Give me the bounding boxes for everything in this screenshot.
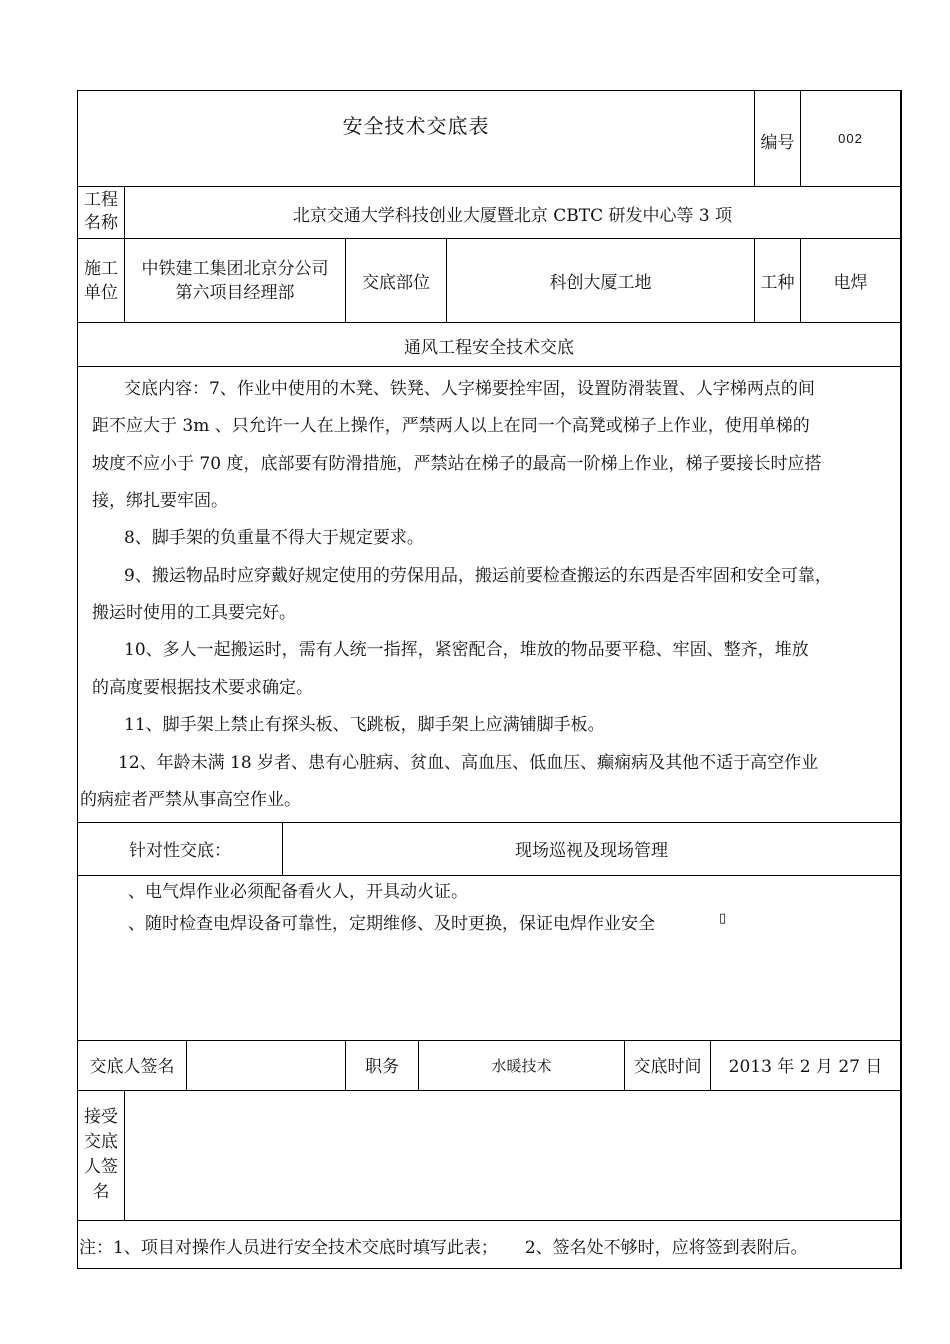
rule-after-content [77,822,902,823]
targeted-value: 现场巡视及现场管理 [515,841,668,861]
number-value: 002 [838,131,863,146]
table-border-bottom [77,1268,902,1269]
rule-after-section-title [77,366,902,367]
vline-signer-label [186,1040,187,1090]
project-name-value: 北京交通大学科技创业大厦暨北京 CBTC 研发中心等 3 项 [292,206,733,226]
location-value: 科创大厦工地 [549,273,652,293]
table-border-right [900,90,902,1269]
number-label: 编号 [760,133,795,153]
rule-after-receiver [77,1220,902,1221]
content-p10-line2: 的高度要根据技术要求确定。 [92,678,313,698]
unit-label-line2: 单位 [84,283,118,303]
rule-after-targeted-body [77,1040,902,1041]
table-border-top [77,90,902,91]
content-p10-line1: 10、多人一起搬运时，需有人统一指挥，紧密配合，堆放的物品要平稳、牢固、整齐，堆放 [124,640,809,660]
footer-note: 注：1、项目对操作人员进行安全技术交底时填写此表； 2、签名处不够时，应将签到表附后。 [79,1238,808,1258]
placeholder-glyph-icon: ▯ [719,911,727,926]
section-title: 通风工程安全技术交底 [404,338,574,358]
trade-label: 工种 [760,273,795,293]
receiver-signature-area[interactable] [125,1091,900,1219]
construction-unit-line2: 第六项目经理部 [175,283,295,303]
position-label: 职务 [365,1057,399,1077]
time-label: 交底时间 [633,1057,702,1077]
rule-after-unit [77,322,902,323]
receiver-label-line3: 人签 [84,1157,118,1177]
rule-after-targeted-header [77,875,902,876]
rule-after-header [77,186,902,187]
rule-after-project [77,238,902,239]
receiver-label-line1: 接受 [84,1107,118,1127]
project-label-line2: 名称 [84,213,118,233]
construction-unit-line1: 中铁建工集团北京分公司 [141,259,329,279]
time-value: 2013 年 2 月 27 日 [728,1057,883,1077]
content-p12-line1: 12、年龄未满 18 岁者、患有心脏病、贫血、高血压、低血压、癫痫病及其他不适于高空作业 [118,753,819,773]
targeted-item-2: 、随时检查电焊设备可靠性，定期维修、及时更换，保证电焊作业安全 [128,914,655,934]
content-p9-line1: 9、搬运物品时应穿戴好规定使用的劳保用品，搬运前要检查搬运的东西是否牢固和安全可靠， [124,566,832,586]
content-p12-line2: 的病症者严禁从事高空作业。 [80,790,301,810]
unit-label-line1: 施工 [84,259,118,279]
targeted-item-1: 、电气焊作业必须配备看火人，开具动火证。 [128,882,468,902]
content-p7-line1: 交底内容：7、作业中使用的木凳、铁凳、人字梯要拴牢固，设置防滑装置、人字梯两点的间 [124,379,815,399]
content-p8: 8、脚手架的负重量不得大于规定要求。 [124,528,424,548]
page-title: 安全技术交底表 [342,114,490,138]
receiver-label-line4: 名 [92,1182,110,1202]
targeted-label: 针对性交底： [129,841,231,861]
project-label-line1: 工程 [84,190,118,210]
position-value: 水暖技术 [491,1057,552,1075]
content-p7-line4: 接，绑扎要牢固。 [92,491,228,511]
signer-label: 交底人签名 [89,1057,175,1077]
trade-value: 电焊 [833,273,868,293]
content-p9-line2: 搬运时使用的工具要完好。 [92,603,296,623]
location-label: 交底部位 [362,273,430,293]
content-p7-line3: 坡度不应小于 70 度，底部要有防滑措施，严禁站在梯子的最高一阶梯上作业，梯子要接长时应搭 [92,454,822,474]
content-p7-line2: 距不应大于 3m 、只允许一人在上操作，严禁两人以上在同一个高凳或梯子上作业，使用单梯的 [92,416,810,436]
content-p11: 11、脚手架上禁止有探头板、飞跳板，脚手架上应满铺脚手板。 [124,715,605,735]
receiver-label-line2: 交底 [84,1132,118,1152]
